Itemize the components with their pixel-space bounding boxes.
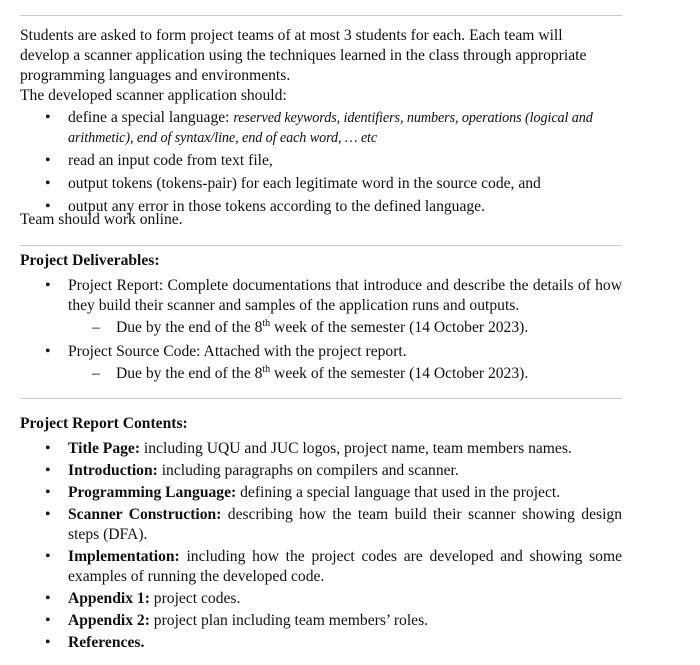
list-item <box>20 483 622 503</box>
list-item <box>20 439 622 459</box>
deliverable-text: Project Source Code: Attached with the project report. <box>68 343 407 360</box>
content-label: Introduction: <box>68 462 158 479</box>
bullet-icon: • <box>45 175 51 192</box>
list-item <box>20 342 622 362</box>
bullet-icon: • <box>45 462 51 479</box>
intro-line-2: develop a scanner application using the techniques learned in the class through appropriate <box>20 47 587 64</box>
content-text: including how the project codes are developed and showing some examples of running the developed code. <box>68 548 622 585</box>
bullet-icon: • <box>45 343 51 360</box>
deliverable-text: Project Report: Complete documentations that introduce and describe the details of how they build their scanner and samples of the application runs and outputs. <box>68 277 622 314</box>
bullet-icon: • <box>45 484 51 501</box>
requirement-italic-2: arithmetic), end of syntax/line, end of each word, … etc <box>68 130 378 146</box>
content-text: including UQU and JUC logos, project name, team members names. <box>140 440 572 457</box>
report-contents-heading: Project Report Contents: <box>20 415 188 432</box>
bullet-icon: • <box>45 590 51 607</box>
bullet-icon: • <box>45 440 51 457</box>
bullet-icon: • <box>45 612 51 629</box>
list-item <box>20 505 622 545</box>
content-label: References. <box>68 634 145 651</box>
content-label: Programming Language: <box>68 484 237 501</box>
section-divider-2 <box>20 398 622 399</box>
scanner-requirements-list <box>20 108 622 220</box>
deliverables-list <box>20 276 622 388</box>
bullet-icon: • <box>45 109 51 126</box>
bullet-icon: • <box>45 277 51 294</box>
due-superscript: th <box>262 363 271 375</box>
dash-icon: – <box>92 365 100 382</box>
bullet-icon: • <box>45 634 51 651</box>
list-item <box>20 547 622 587</box>
list-item <box>20 174 622 194</box>
content-label: Scanner Construction: <box>68 506 222 523</box>
due-date-line <box>20 318 622 338</box>
requirement-text: output tokens (tokens-pair) for each legitimate word in the source code, and <box>68 175 541 192</box>
content-text: project codes. <box>149 590 241 607</box>
section-divider-1 <box>20 245 622 246</box>
list-item <box>20 589 622 609</box>
list-item <box>20 108 622 148</box>
requirement-italic-1: reserved keywords, identifiers, numbers, operations (logical and <box>233 110 593 126</box>
intro-paragraph <box>20 26 622 106</box>
bullet-icon: • <box>45 198 51 215</box>
due-superscript: th <box>262 317 271 329</box>
content-text: defining a special language that used in the project. <box>236 484 561 501</box>
content-label: Title Page: <box>68 440 141 457</box>
due-prefix: Due by the end of the 8 <box>116 365 263 382</box>
content-label: Appendix 1: <box>68 590 150 607</box>
due-suffix: week of the semester (14 October 2023). <box>270 319 529 336</box>
dash-icon: – <box>92 319 100 336</box>
due-date-line <box>20 364 622 384</box>
intro-line-1: Students are asked to form project teams of at most 3 students for each. Each team will <box>20 27 563 44</box>
report-contents-list <box>20 439 622 655</box>
requirement-text: define a special language: <box>68 109 234 126</box>
content-text: including paragraphs on compilers and scanner. <box>157 462 459 479</box>
requirement-text: output any error in those tokens according to the defined language. <box>68 198 486 215</box>
team-online-note: Team should work online. <box>20 211 183 228</box>
list-item <box>20 461 622 481</box>
content-label: Appendix 2: <box>68 612 150 629</box>
content-label: Implementation: <box>68 548 180 565</box>
list-item <box>20 611 622 631</box>
bullet-icon: • <box>45 152 51 169</box>
deliverables-heading: Project Deliverables: <box>20 252 160 269</box>
content-text: describing how the team build their scanner showing design steps (DFA). <box>68 506 622 543</box>
content-text: project plan including team members’ roles. <box>149 612 429 629</box>
bullet-icon: • <box>45 506 51 523</box>
list-item <box>20 633 622 653</box>
list-item <box>20 276 622 316</box>
requirement-text: read an input code from text file, <box>68 152 273 169</box>
top-divider <box>20 15 622 16</box>
due-suffix: week of the semester (14 October 2023). <box>270 365 529 382</box>
bullet-icon: • <box>45 548 51 565</box>
due-prefix: Due by the end of the 8 <box>116 319 263 336</box>
intro-line-3: programming languages and environments. <box>20 67 291 84</box>
list-item <box>20 151 622 171</box>
intro-line-4: The developed scanner application should: <box>20 87 287 104</box>
